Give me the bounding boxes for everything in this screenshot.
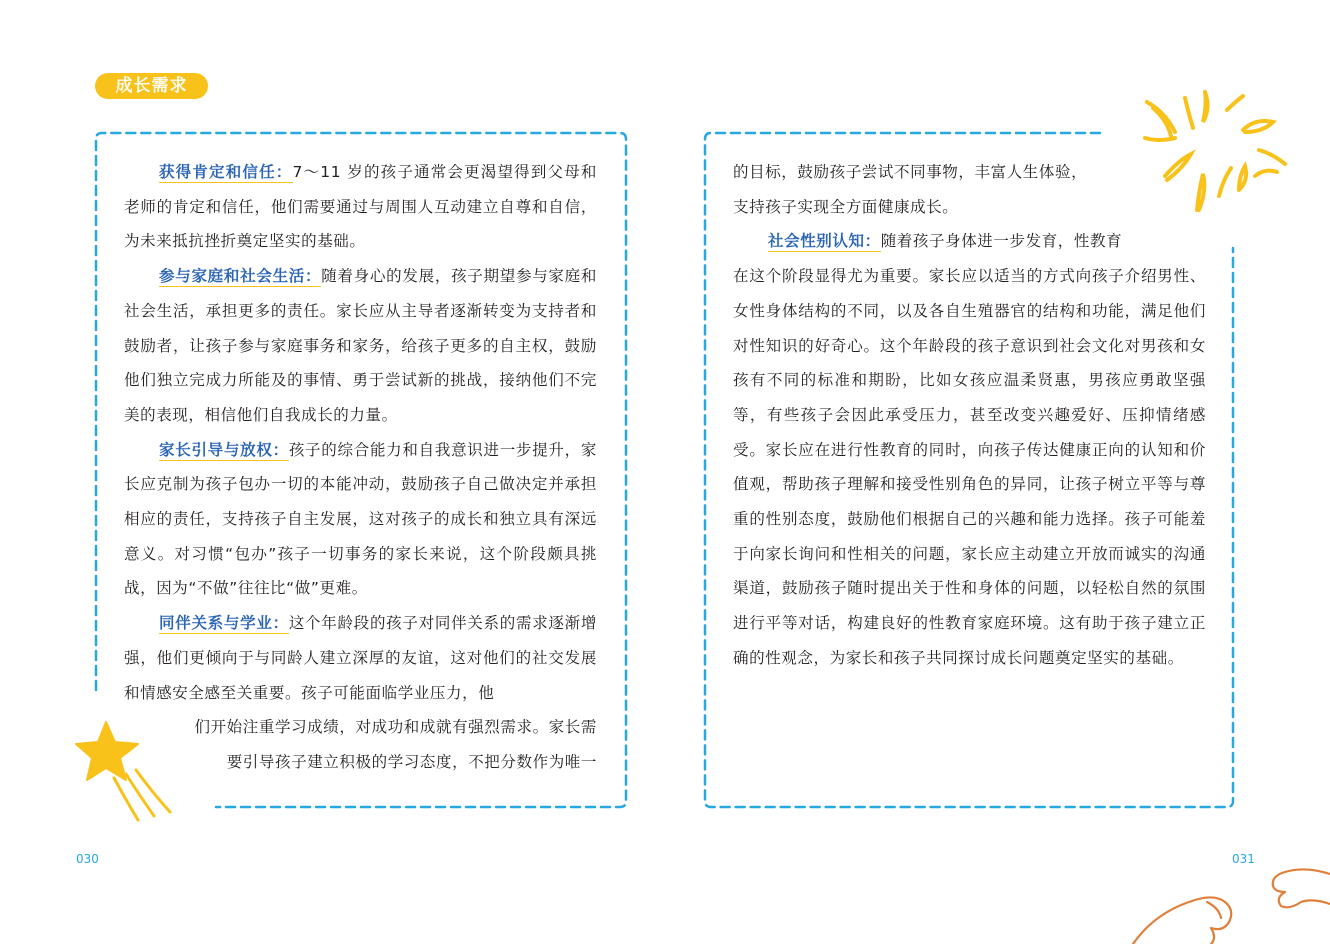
wrap-line-b: 要引导孩子建立积极的学习态度，不把分数作为唯一 bbox=[226, 752, 597, 771]
paragraph-text: 7～11 岁的孩子通常会更渴望得到父母和老师的肯定和信任，他们需要通过与周围人互动建立自尊和自信，为未来抵抗挫折奠定坚实的基础。 bbox=[124, 163, 597, 251]
keyword-gender: 社会性别认知： bbox=[768, 232, 881, 251]
keyword-family-social: 参与家庭和社会生活： bbox=[159, 267, 322, 286]
paragraph-peers-study bbox=[124, 606, 597, 710]
paragraph-guidance bbox=[124, 433, 597, 607]
keyword-guidance: 家长引导与放权： bbox=[159, 440, 289, 459]
paragraph-text: 随着身心的发展，孩子期望参与家庭和社会生活，承担更多的责任。家长应从主导者逐渐转变为支持者和鼓励者，让孩子参与家庭事务和家务，给孩子更多的自主权，鼓励他们独立完成力所能及的事情、勇于尝试新的挑战，接纳他们不完美的表现，相信他们自我成长的力量。 bbox=[124, 267, 597, 424]
page-number-left: 030 bbox=[76, 852, 99, 866]
paragraph-text: 在这个阶段显得尤为重要。家长应以适当的方式向孩子介绍男性、女性身体结构的不同，以及各自生殖器官的结构和功能，满足他们对性知识的好奇心。这个年龄段的孩子意识到社会文化对男孩和女孩有不同的标准和期盼，比如女孩应温柔贤惠，男孩应勇敢坚强等，有些孩子会因此承受压力，甚至改变兴趣爱好、压抑情绪感受。家长应在进行性教育的同时，向孩子传达健康正向的认知和价值观，帮助孩子理解和接受性别角色的异同，让孩子树立平等与尊重的性别态度，鼓励他们根据自己的兴趣和能力选择。孩子可能羞于向家长询问和性相关的问题，家长应主动建立开放而诚实的沟通渠道，鼓励孩子随时提出关于性和身体的问题，以轻松自然的氛围进行平等对话，构建良好的性教育家庭环境。这有助于孩子建立正确的性观念，为家长和孩子共同探讨成长问题奠定坚实的基础。 bbox=[733, 267, 1206, 667]
keyword-peers-study: 同伴关系与学业： bbox=[159, 614, 289, 633]
section-tag: 成长需求 bbox=[95, 73, 208, 99]
paragraph-text: 这个年龄段的孩子对同伴关系的需求逐渐增强，他们更倾向于与同龄人建立深厚的友谊，这对他们的社交发展和情感安全感至关重要。孩子可能面临学业压力，他 bbox=[124, 614, 597, 702]
left-page-text bbox=[124, 155, 597, 780]
continued-line-1: 的目标，鼓励孩子尝试不同事物，丰富人生体验， bbox=[733, 163, 1088, 181]
paragraph-family-social bbox=[124, 259, 597, 433]
continued-line-2: 支持孩子实现全方面健康成长。 bbox=[733, 197, 959, 216]
wrap-line-a: 们开始注重学习成绩，对成功和成就有强烈需求。家长需 bbox=[194, 718, 597, 737]
continued-paragraph bbox=[733, 155, 1206, 224]
keyword-affirmation: 获得肯定和信任： bbox=[159, 163, 293, 181]
paragraph-affirmation bbox=[124, 155, 597, 259]
paragraph-peers-study-wrap bbox=[124, 710, 597, 779]
paragraph-gender bbox=[733, 224, 1206, 259]
gender-first-line: 随着孩子身体进一步发育，性教育 bbox=[880, 232, 1123, 251]
cat-paw-icon bbox=[1125, 862, 1330, 944]
paragraph-text: 孩子的综合能力和自我意识进一步提升，家长应克制为孩子包办一切的本能冲动，鼓励孩子自己做决定并承担相应的责任，支持孩子自主发展，这对孩子的成长和独立具有深远意义。对习惯“包办”孩子一切事务的家长来说，这个阶段颇具挑战，因为“不做”往往比“做”更难。 bbox=[124, 440, 597, 598]
page-number-right: 031 bbox=[1232, 852, 1255, 866]
paragraph-gender-body bbox=[733, 259, 1206, 675]
right-page-text bbox=[733, 155, 1206, 676]
